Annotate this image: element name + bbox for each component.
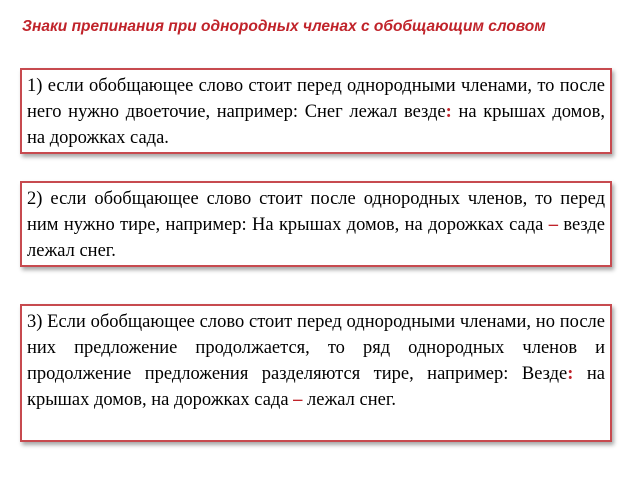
dash-mark: – (293, 390, 303, 410)
rule-text: 2) если обобщающее слово стоит после однородных членов, то перед ним нужно тире, например: На крышах домов, на дорожках сада (27, 189, 605, 235)
page-title: Знаки препинания при однородных членах с обобщающим словом (22, 18, 546, 35)
rule-example-end: на крышах домов, на дорожках сада. (27, 102, 605, 148)
rule-box-dash (20, 181, 612, 267)
colon-mark: : (567, 364, 574, 384)
dash-mark: – (548, 215, 558, 235)
rule-example-middle: на крышах домов, на дорожках сада (27, 364, 605, 410)
rule-text: 3) Если обобщающее слово стоит перед однородными членами, но после них предложение продолжается, то ряд однородных членов и продолжение предложения разделяются тире, например: Везде (27, 312, 605, 384)
rule-example-end: везде лежал снег. (27, 215, 605, 261)
colon-mark: : (445, 102, 452, 122)
rule-box-colon-and-dash (20, 304, 612, 442)
rule-example-end: лежал снег. (302, 390, 396, 410)
rule-box-colon (20, 68, 612, 154)
rule-text: 1) если обобщающее слово стоит перед однородными членами, то после него нужно двоеточие, например: Снег лежал везде (27, 76, 605, 122)
